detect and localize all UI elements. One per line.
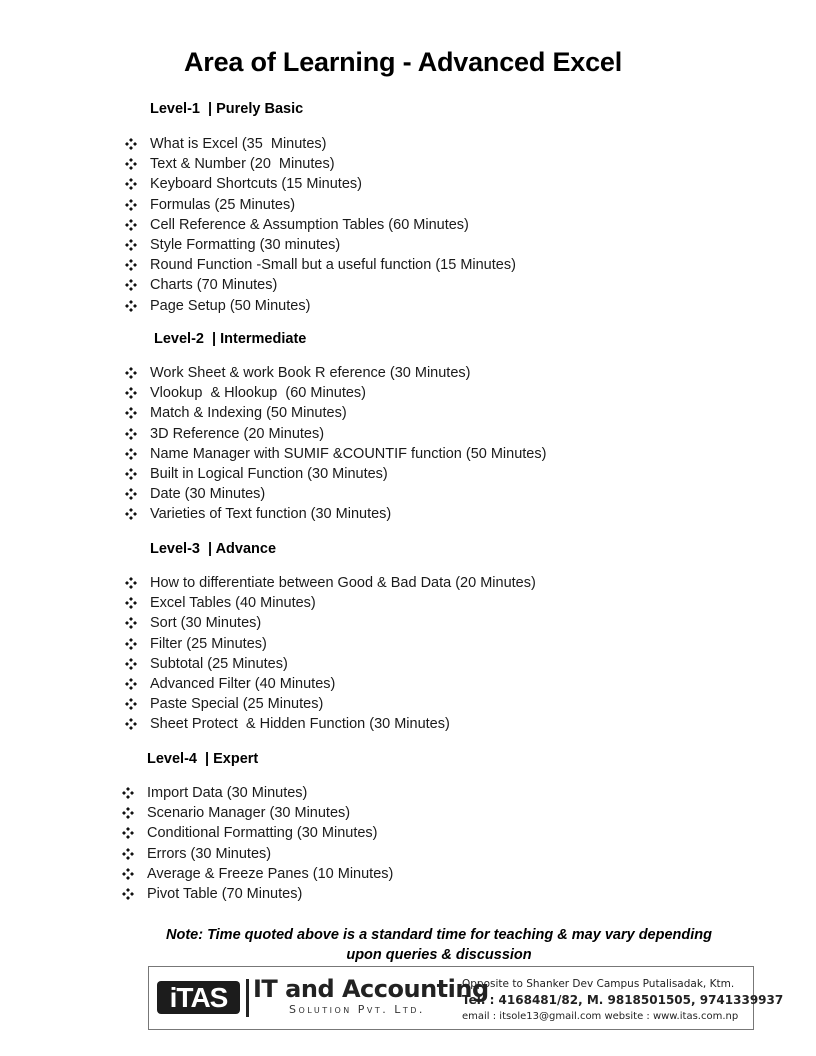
list-item: 3D Reference (20 Minutes) (150, 424, 546, 444)
bullet-icon (122, 823, 136, 843)
bullet-icon (122, 783, 136, 803)
list-item: Advanced Filter (40 Minutes) (150, 674, 536, 694)
list-item: Average & Freeze Panes (10 Minutes) (147, 864, 393, 884)
bullet-icon (125, 296, 139, 316)
bullet-icon (125, 504, 139, 524)
level-1-list (150, 134, 516, 316)
list-item: What is Excel (35 Minutes) (150, 134, 516, 154)
bullet-icon (125, 464, 139, 484)
bullet-icon (125, 634, 139, 654)
bullet-icon (125, 613, 139, 633)
email-website: email : itsole13@gmail.com website : www.itas.com.np (462, 1011, 739, 1022)
list-item: Formulas (25 Minutes) (150, 195, 516, 215)
brand-name: IT and Accounting (253, 975, 489, 1003)
list-item: Sheet Protect & Hidden Function (30 Minutes) (150, 714, 536, 734)
level-2-list (150, 363, 546, 525)
list-item: Round Function -Small but a useful function (15 Minutes) (150, 255, 516, 275)
bullet-icon (125, 403, 139, 423)
bullet-icon (125, 275, 139, 295)
page-title: Area of Learning - Advanced Excel (183, 47, 623, 77)
note-line-2: upon queries & discussion (346, 947, 532, 963)
bullet-icon (125, 154, 139, 174)
list-item: Match & Indexing (50 Minutes) (150, 403, 546, 423)
list-item: Scenario Manager (30 Minutes) (147, 803, 393, 823)
bullet-icon (125, 255, 139, 275)
bullet-icon (125, 215, 139, 235)
list-item: Keyboard Shortcuts (15 Minutes) (150, 174, 516, 194)
bullet-icon (125, 195, 139, 215)
list-item: Built in Logical Function (30 Minutes) (150, 464, 546, 484)
list-item: Paste Special (25 Minutes) (150, 694, 536, 714)
level-1-heading: Level-1 | Purely Basic (150, 101, 304, 117)
list-item: Charts (70 Minutes) (150, 275, 516, 295)
phone: Tel. : 4168481/82, M. 9818501505, 9741339937 (462, 993, 784, 1007)
list-item: Vlookup & Hlookup (60 Minutes) (150, 383, 546, 403)
bullet-icon (122, 803, 136, 823)
address: Opposite to Shanker Dev Campus Putalisadak, Ktm. (462, 978, 735, 990)
bullet-icon (125, 134, 139, 154)
bullet-icon (125, 714, 139, 734)
bullet-icon (125, 654, 139, 674)
level-4-heading: Level-4 | Expert (147, 751, 259, 767)
bullet-icon (125, 235, 139, 255)
bullet-icon (122, 844, 136, 864)
list-item: Excel Tables (40 Minutes) (150, 593, 536, 613)
contact-info (462, 977, 783, 1024)
bullet-icon (125, 674, 139, 694)
level-4-list (147, 783, 393, 904)
bullet-icon (125, 694, 139, 714)
bullet-icon (125, 383, 139, 403)
bullet-icon (125, 593, 139, 613)
bullet-icon (125, 484, 139, 504)
list-item: Conditional Formatting (30 Minutes) (147, 823, 393, 843)
list-item: Subtotal (25 Minutes) (150, 654, 536, 674)
brand-subtitle: Solution Pvt. Ltd. (289, 1003, 425, 1016)
list-item: Pivot Table (70 Minutes) (147, 884, 393, 904)
list-item: Work Sheet & work Book R eference (30 Minutes) (150, 363, 546, 383)
bullet-icon (125, 573, 139, 593)
footer-banner (148, 966, 784, 1030)
bullet-icon (125, 444, 139, 464)
list-item: Text & Number (20 Minutes) (150, 154, 516, 174)
list-item: Errors (30 Minutes) (147, 844, 393, 864)
note (0, 925, 816, 965)
level-3-heading: Level-3 | Advance (150, 541, 277, 557)
bullet-icon (125, 174, 139, 194)
list-item: Sort (30 Minutes) (150, 613, 536, 633)
list-item: How to differentiate between Good & Bad Data (20 Minutes) (150, 573, 536, 593)
logo-divider (246, 979, 249, 1017)
list-item: Page Setup (50 Minutes) (150, 296, 516, 316)
list-item: Varieties of Text function (30 Minutes) (150, 504, 546, 524)
level-3-list (150, 573, 536, 735)
bullet-icon (125, 363, 139, 383)
note-line-1: Note: Time quoted above is a standard time for teaching & may vary depending (165, 927, 712, 943)
level-2-heading: Level-2 | Intermediate (154, 331, 307, 347)
list-item: Date (30 Minutes) (150, 484, 546, 504)
bullet-icon (125, 424, 139, 444)
bullet-icon (122, 884, 136, 904)
itas-logo: iTAS (157, 981, 240, 1014)
list-item: Filter (25 Minutes) (150, 634, 536, 654)
bullet-icon (122, 864, 136, 884)
list-item: Name Manager with SUMIF &COUNTIF function (50 Minutes) (150, 444, 546, 464)
list-item: Import Data (30 Minutes) (147, 783, 393, 803)
list-item: Style Formatting (30 minutes) (150, 235, 516, 255)
list-item: Cell Reference & Assumption Tables (60 Minutes) (150, 215, 516, 235)
